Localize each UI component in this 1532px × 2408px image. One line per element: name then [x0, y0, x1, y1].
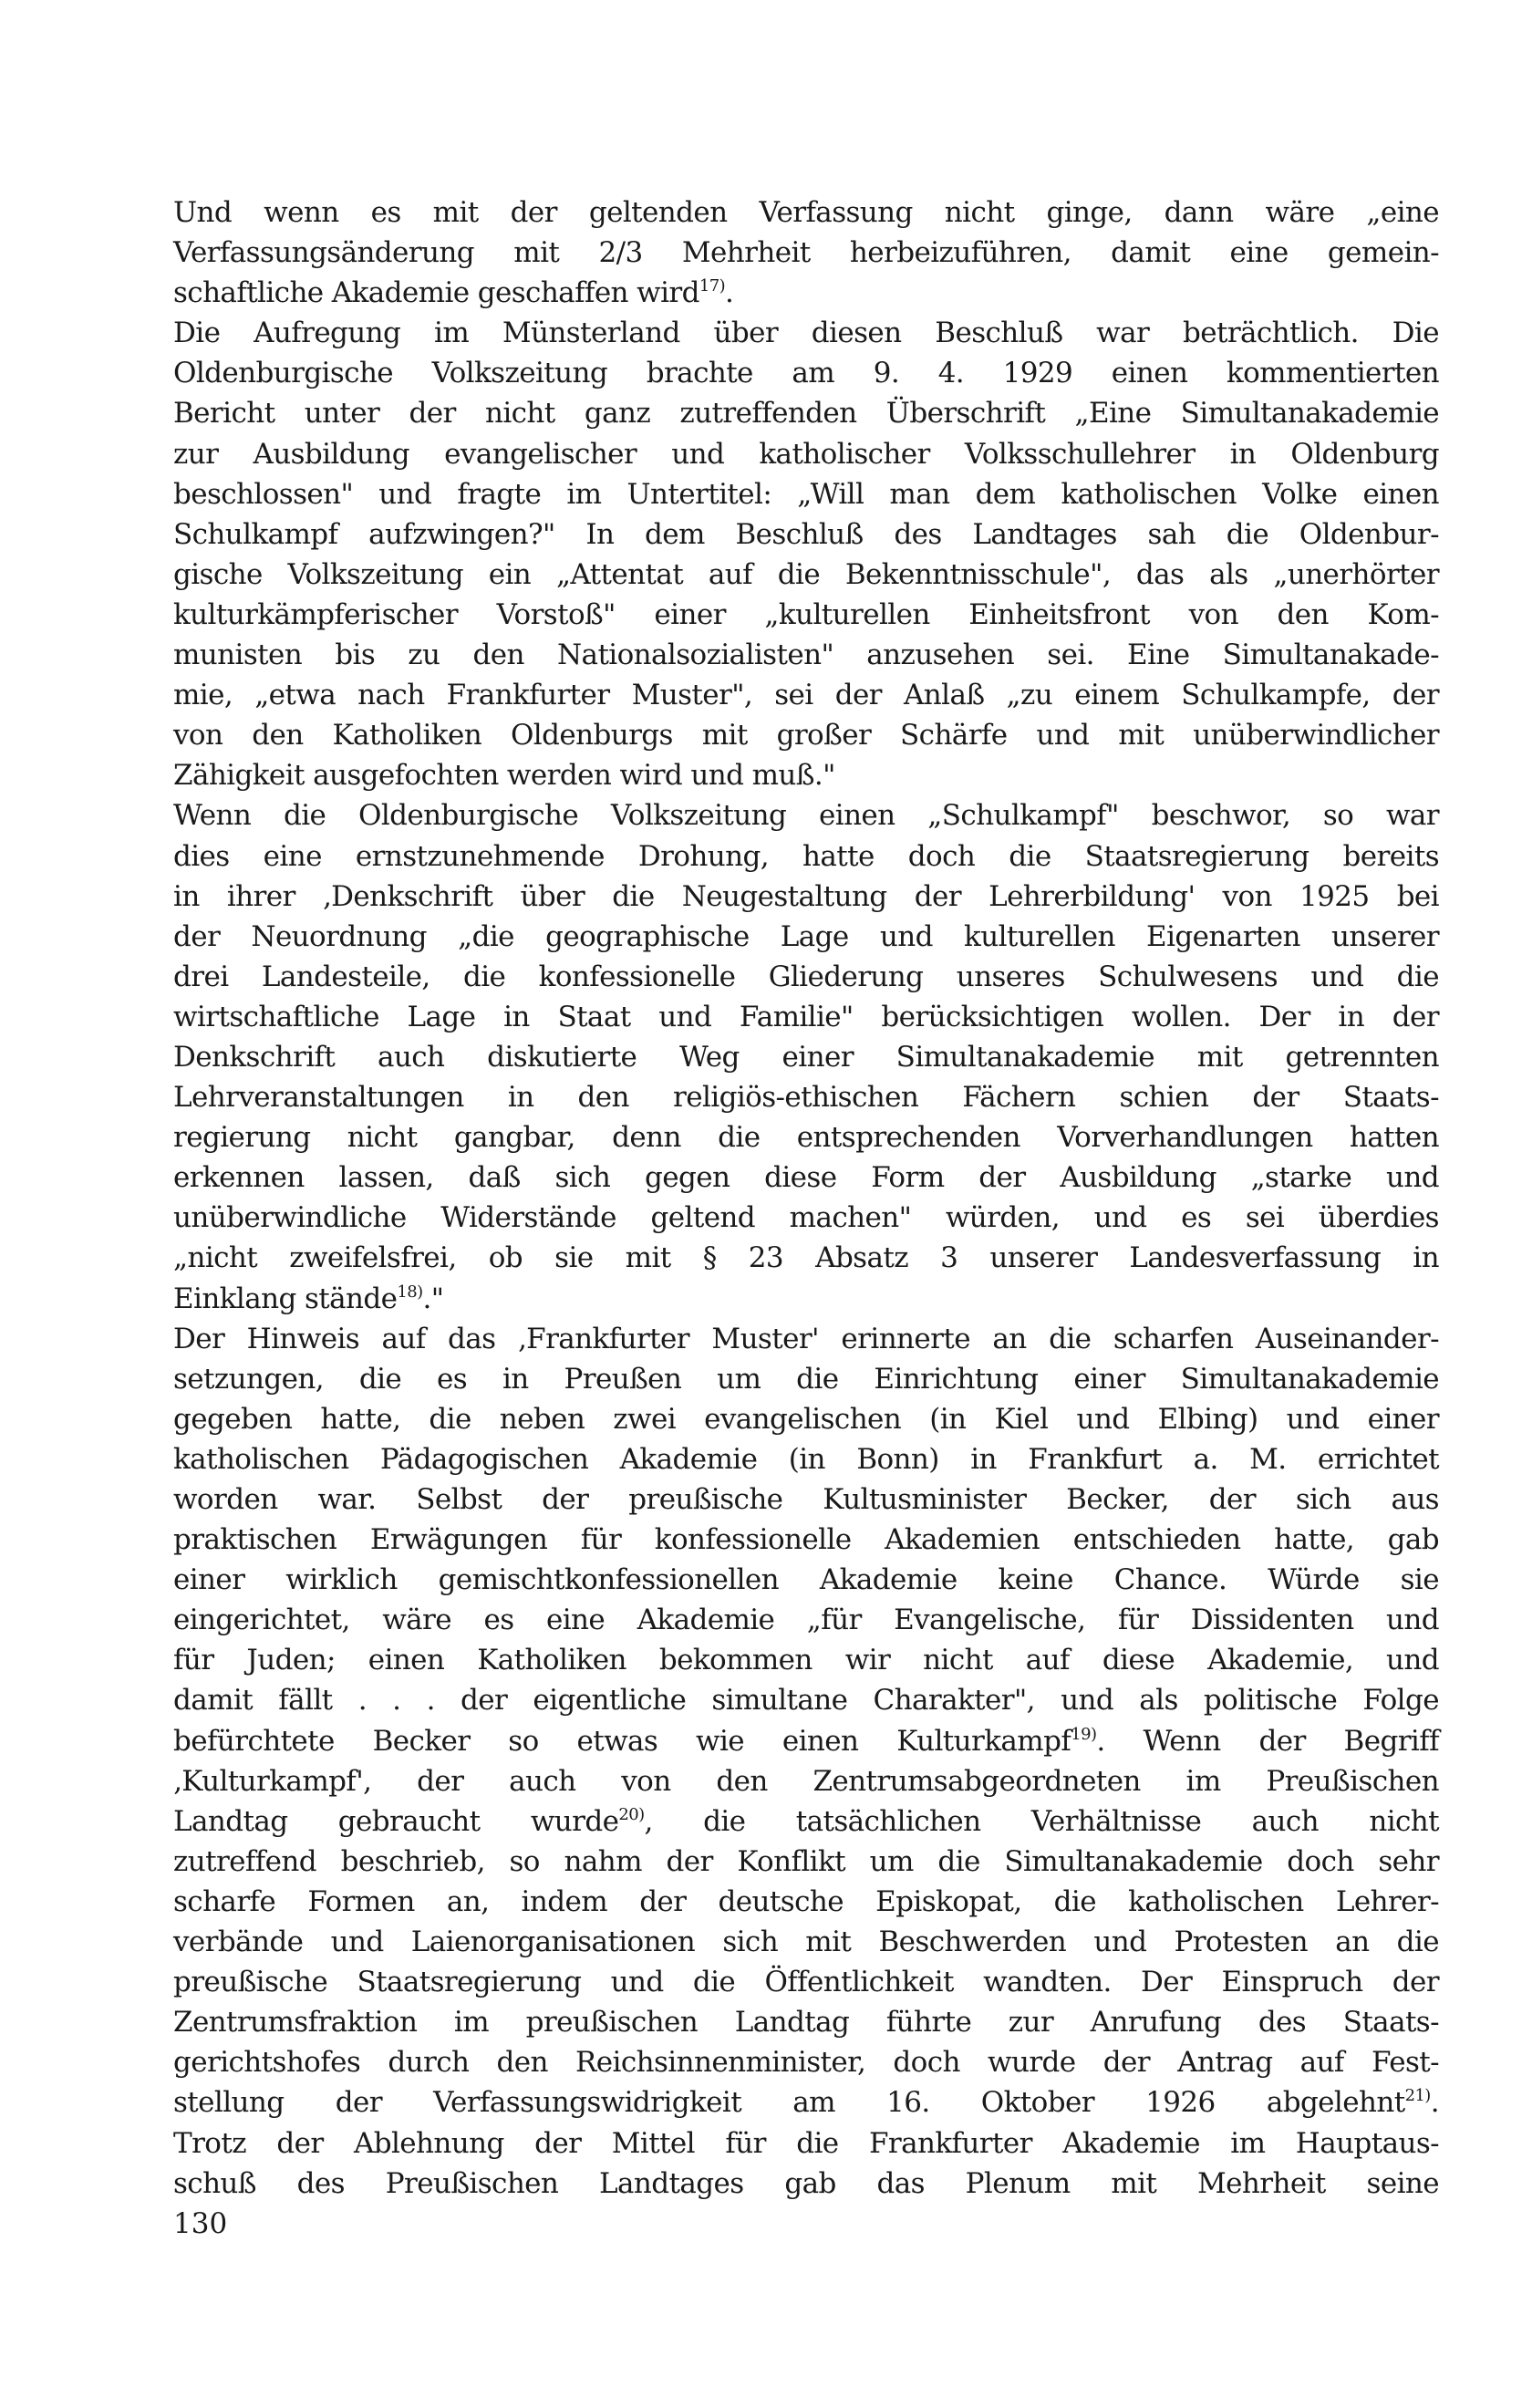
footnote-reference: 18)	[397, 1282, 423, 1302]
line-text: scharfe Formen an, indem der deutsche Episkopat, die katholischen Lehrer-	[173, 1884, 1439, 1918]
text-line	[173, 715, 1439, 755]
text-line	[173, 2042, 1439, 2082]
text-line	[173, 1319, 1439, 1359]
text-line	[173, 957, 1439, 997]
line-text: der Neuordnung „die geographische Lage und kulturellen Eigenarten unserer	[173, 919, 1439, 953]
text-line	[173, 2164, 1439, 2204]
text-line	[173, 1399, 1439, 1439]
line-text: unüberwindliche Widerstände geltend machen" würden, und es sei überdies	[173, 1201, 1439, 1235]
text-line	[173, 1077, 1439, 1117]
line-text: setzungen, die es in Preußen um die Einrichtung einer Simultanakademie	[173, 1362, 1439, 1396]
line-text: beschlossen" und fragte im Untertitel: „Will man dem katholischen Volke einen	[173, 477, 1439, 511]
text-line	[173, 1922, 1439, 1962]
text-line	[173, 1520, 1439, 1560]
line-text-after: ."	[422, 1282, 444, 1315]
text-line	[173, 192, 1439, 233]
line-text: dies eine ernstzunehmende Drohung, hatte doch die Staatsregierung bereits	[173, 839, 1439, 873]
text-line	[173, 2002, 1439, 2042]
text-line	[173, 675, 1439, 715]
line-text: Zentrumsfraktion im preußischen Landtag führte zur Anrufung des Staats-	[173, 2006, 1439, 2040]
text-line	[173, 353, 1439, 393]
text-line	[173, 1439, 1439, 1479]
line-text: Die Aufregung im Münsterland über diesen Beschluß war beträchtlich. Die	[173, 317, 1439, 350]
line-text: Lehrveranstaltungen in den religiös-ethischen Fächern schien der Staats-	[173, 1081, 1439, 1115]
line-text: Verfassungsänderung mit 2/3 Mehrheit herbeizuführen, damit eine gemein-	[173, 236, 1439, 270]
line-text: drei Landesteile, die konfessionelle Gliederung unseres Schulwesens und die	[173, 960, 1439, 993]
line-text: zutreffend beschrieb, so nahm der Konflikt um die Simultanakademie doch sehr	[173, 1844, 1439, 1878]
text-line	[173, 555, 1439, 595]
line-text: mie, „etwa nach Frankfurter Muster", sei der Anlaß „zu einem Schulkampfe, der	[173, 679, 1439, 712]
text-line	[173, 1962, 1439, 2002]
line-text: Der Hinweis auf das ‚Frankfurter Muster' erinnerte an die scharfen Auseinander-	[173, 1322, 1439, 1355]
page-number: 130	[173, 2206, 228, 2240]
line-text: Bericht unter der nicht ganz zutreffenden Überschrift „Eine Simultanakademie	[173, 397, 1439, 431]
text-line	[173, 1801, 1439, 1842]
line-text: Landtag gebraucht wurde	[173, 1804, 619, 1838]
text-line	[173, 595, 1439, 635]
line-text: Einklang stände	[173, 1282, 398, 1315]
line-text: gerichtshofes durch den Reichsinnenminister, doch wurde der Antrag auf Fest-	[173, 2046, 1439, 2080]
line-text: Und wenn es mit der geltenden Verfassung nicht ginge, dann wäre „eine	[173, 196, 1439, 229]
line-text: Oldenburgische Volkszeitung brachte am 9. 4. 1929 einen kommentierten	[173, 357, 1439, 390]
line-text: praktischen Erwägungen für konfessionelle Akademien entschieden hatte, gab	[173, 1523, 1439, 1557]
text-line	[173, 1680, 1439, 1720]
text-line	[173, 755, 1439, 795]
line-text: zur Ausbildung evangelischer und katholischer Volksschullehrer in Oldenburg	[173, 437, 1439, 471]
line-text: Schulkampf aufzwingen?" In dem Beschluß des Landtages sah die Oldenbur-	[173, 517, 1439, 551]
line-text: gische Volkszeitung ein „Attentat auf die Bekenntnisschule", das als „unerhörter	[173, 557, 1439, 591]
line-text: Trotz der Ablehnung der Mittel für die Frankfurter Akademie im Hauptaus-	[173, 2126, 1439, 2160]
line-text: kulturkämpferischer Vorstoß" einer „kulturellen Einheitsfront von den Kom-	[173, 597, 1439, 631]
text-line	[173, 2123, 1439, 2164]
line-text: befürchtete Becker so etwas wie einen Kulturkampf	[173, 1724, 1071, 1758]
text-line	[173, 1640, 1439, 1680]
text-line	[173, 474, 1439, 514]
text-line	[173, 1479, 1439, 1520]
text-line	[173, 2082, 1439, 2123]
text-line	[173, 1037, 1439, 1077]
line-text: ‚Kulturkampf', der auch von den Zentrumsabgeordneten im Preußischen	[173, 1764, 1439, 1798]
text-line	[173, 1761, 1439, 1801]
line-text: schuß des Preußischen Landtages gab das Plenum mit Mehrheit seine	[173, 2166, 1439, 2200]
line-text: katholischen Pädagogischen Akademie (in Bonn) in Frankfurt a. M. errichtet	[173, 1442, 1439, 1476]
text-line	[173, 313, 1439, 353]
text-line	[173, 393, 1439, 433]
line-text: einer wirklich gemischtkonfessionellen Akademie keine Chance. Würde sie	[173, 1563, 1439, 1597]
text-line	[173, 997, 1439, 1037]
text-line	[173, 877, 1439, 917]
line-text: munisten bis zu den Nationalsozialisten" anzusehen sei. Eine Simultanakade-	[173, 638, 1439, 672]
line-text: eingerichtet, wäre es eine Akademie „für Evangelische, für Dissidenten und	[173, 1604, 1439, 1637]
text-line	[173, 1359, 1439, 1399]
line-text-after: .	[725, 276, 734, 310]
text-line	[173, 273, 1439, 313]
line-text: in ihrer ‚Denkschrift über die Neugestaltung der Lehrerbildung' von 1925 bei	[173, 879, 1439, 913]
footnote-reference: 21)	[1404, 2086, 1431, 2106]
text-line	[173, 514, 1439, 555]
line-text: stellung der Verfassungswidrigkeit am 16. Oktober 1926 abgelehnt	[173, 2086, 1405, 2120]
line-text: worden war. Selbst der preußische Kultusminister Becker, der sich aus	[173, 1483, 1439, 1516]
line-text: für Juden; einen Katholiken bekommen wir nicht auf diese Akademie, und	[173, 1644, 1439, 1677]
text-line	[173, 1560, 1439, 1600]
text-line	[173, 836, 1439, 877]
footnote-reference: 19)	[1071, 1724, 1097, 1744]
text-line	[173, 1198, 1439, 1238]
text-line	[173, 434, 1439, 474]
footnote-reference: 17)	[699, 276, 726, 296]
text-line	[173, 1157, 1439, 1198]
line-text: damit fällt . . . der eigentliche simultane Charakter", und als politische Folge	[173, 1684, 1439, 1718]
footnote-reference: 20)	[618, 1804, 645, 1824]
line-text-after: .	[1430, 2086, 1439, 2120]
line-text: Zähigkeit ausgefochten werden wird und muß."	[173, 759, 835, 793]
line-text: verbände und Laienorganisationen sich mit Beschwerden und Protesten an die	[173, 1925, 1439, 1959]
text-line	[173, 1842, 1439, 1882]
text-line	[173, 795, 1439, 836]
text-line	[173, 1600, 1439, 1640]
text-line	[173, 1721, 1439, 1761]
line-text: Wenn die Oldenburgische Volkszeitung einen „Schulkampf" beschwor, so war	[173, 799, 1439, 833]
line-text-after: , die tatsächlichen Verhältnisse auch nicht	[644, 1804, 1439, 1838]
line-text: regierung nicht gangbar, denn die entsprechenden Vorverhandlungen hatten	[173, 1121, 1439, 1155]
line-text: Denkschrift auch diskutierte Weg einer Simultanakademie mit getrennten	[173, 1040, 1439, 1074]
text-line	[173, 1279, 1439, 1319]
line-text-after: . Wenn der Begriff	[1096, 1724, 1439, 1758]
line-text: preußische Staatsregierung und die Öffentlichkeit wandten. Der Einspruch der	[173, 1966, 1439, 1999]
line-text: „nicht zweifelsfrei, ob sie mit § 23 Absatz 3 unserer Landesverfassung in	[173, 1241, 1439, 1275]
text-line	[173, 1117, 1439, 1157]
text-line	[173, 917, 1439, 957]
line-text: von den Katholiken Oldenburgs mit großer Schärfe und mit unüberwindlicher	[173, 719, 1439, 752]
text-line	[173, 1882, 1439, 1922]
document-page	[173, 192, 1439, 2244]
text-line	[173, 635, 1439, 675]
text-line	[173, 233, 1439, 273]
line-text: erkennen lassen, daß sich gegen diese Form der Ausbildung „starke und	[173, 1161, 1439, 1195]
text-line	[173, 1238, 1439, 1278]
line-text: gegeben hatte, die neben zwei evangelischen (in Kiel und Elbing) und einer	[173, 1402, 1439, 1436]
line-text: wirtschaftliche Lage in Staat und Familie" berücksichtigen wollen. Der in der	[173, 1000, 1439, 1033]
line-text: schaftliche Akademie geschaffen wird	[173, 276, 699, 310]
